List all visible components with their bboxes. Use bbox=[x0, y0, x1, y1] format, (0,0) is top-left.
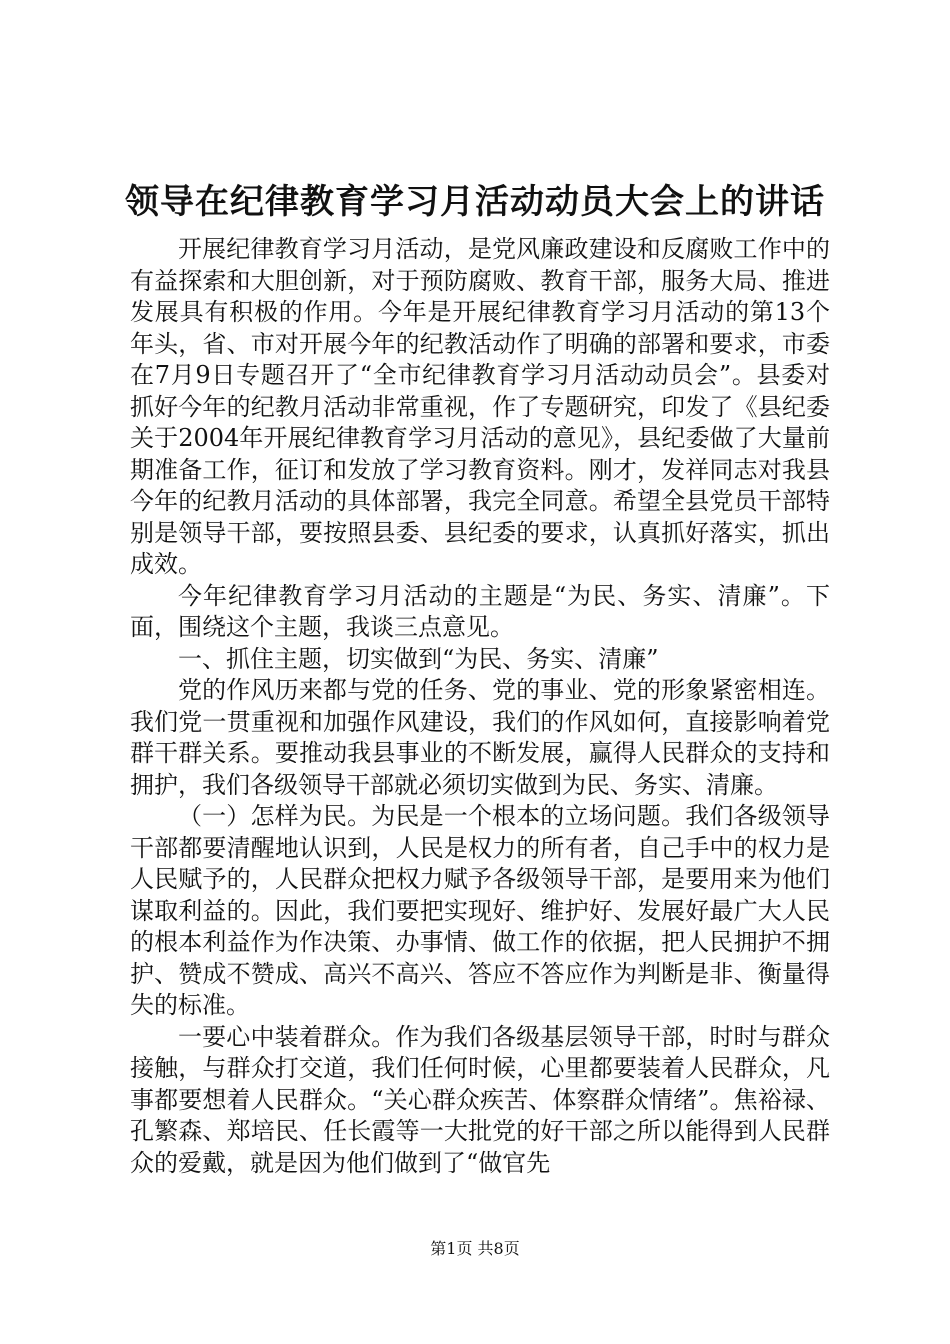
paragraph: 一要心中装着群众。作为我们各级基层领导干部，时时与群众接触，与群众打交道，我们任何时候，心里都要装着人民群众，凡事都要想着人民群众。“关心群众疾苦、体察群众情绪”。焦裕禄、孔繁森、郑培民、任长霞等一大批党的好干部之所以能得到人民群众的爱戴，就是因为他们做到了“做官先 bbox=[130, 1022, 830, 1177]
paragraph: 开展纪律教育学习月活动，是党风廉政建设和反腐败工作中的有益探索和大胆创新，对于预防腐败、教育干部，服务大局、推进发展具有积极的作用。今年是开展纪律教育学习月活动的第13个年头，省、市对开展今年的纪教活动作了明确的部署和要求，市委在7月9日专题召开了“全市纪律教育学习月活动动员会”。县委对抓好今年的纪教月活动非常重视，作了专题研究，印发了《县纪委关于2004年开展纪律教育学习月活动的意见》，县纪委做了大量前期准备工作，征订和发放了学习教育资料。刚才，发祥同志对我县今年的纪教月活动的具体部署，我完全同意。希望全县党员干部特别是领导干部，要按照县委、县纪委的要求，认真抓好落实，抓出成效。 bbox=[130, 235, 830, 578]
document-title: 领导在纪律教育学习月活动动员大会上的讲话 bbox=[125, 182, 825, 222]
paragraph: 党的作风历来都与党的任务、党的事业、党的形象紧密相连。我们党一贯重视和加强作风建设，我们的作风如何，直接影响着党群干群关系。要推动我县事业的不断发展，赢得人民群众的支持和拥护，我们各级领导干部就必须切实做到为民、务实、清廉。 bbox=[130, 676, 830, 799]
page-footer: 第1页 共8页 bbox=[430, 1239, 520, 1258]
section-heading: 一、抓住主题，切实做到“为民、务实、清廉” bbox=[178, 644, 659, 673]
paragraph: （一）怎样为民。为民是一个根本的立场问题。我们各级领导干部都要清醒地认识到，人民是权力的所有者，自己手中的权力是人民赋予的，人民群众把权力赋予各级领导干部，是要用来为他们谋取利益的。因此，我们要把实现好、维护好、发展好最广大人民的根本利益作为作决策、办事情、做工作的依据，把人民拥护不拥护、赞成不赞成、高兴不高兴、答应不答应作为判断是非、衡量得失的标准。 bbox=[130, 802, 830, 1019]
paragraph: 今年纪律教育学习月活动的主题是“为民、务实、清廉”。下面，围绕这个主题，我谈三点意见。 bbox=[130, 581, 830, 641]
document-body bbox=[130, 234, 830, 1179]
